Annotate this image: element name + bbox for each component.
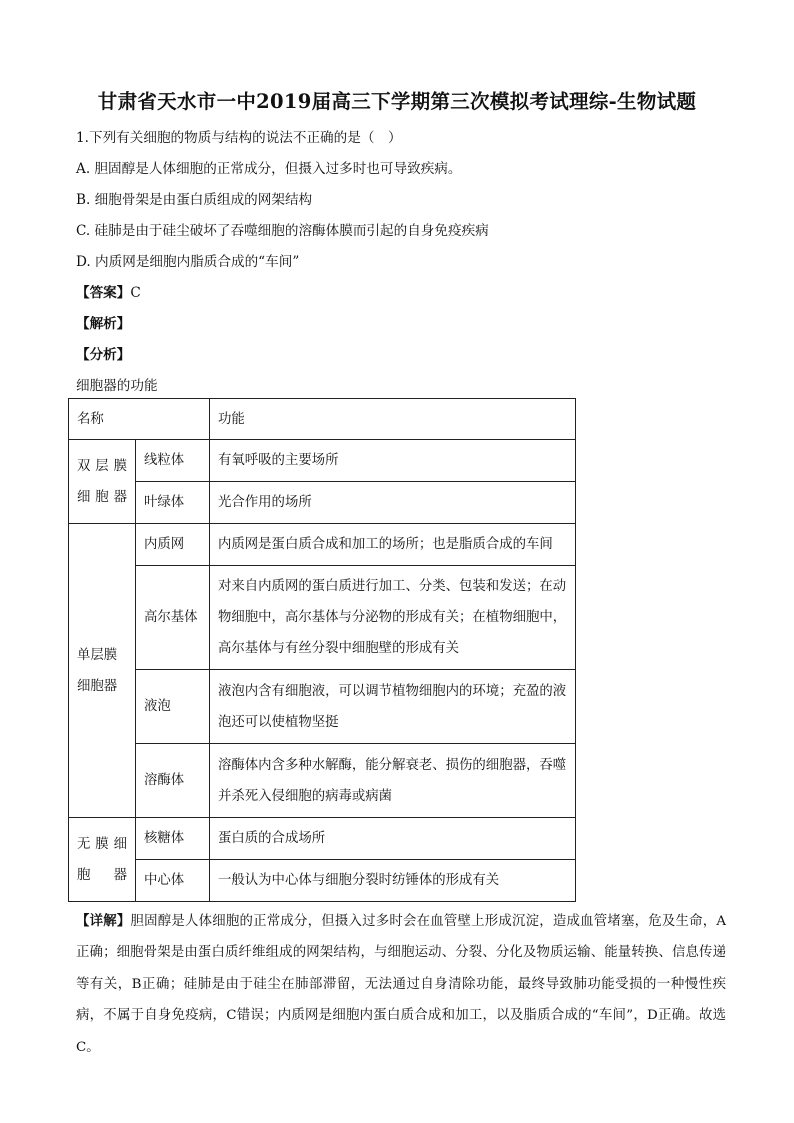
fenxi-label: 【分析】 bbox=[76, 347, 131, 363]
table-header-row bbox=[69, 399, 576, 440]
organelle-name: 内质网 bbox=[136, 524, 210, 566]
organelle-function: 光合作用的场所 bbox=[210, 482, 576, 524]
detail-label: 【详解】 bbox=[76, 913, 131, 929]
question-stem: 1.下列有关细胞的物质与结构的说法不正确的是（ ） bbox=[76, 130, 402, 146]
category-single-membrane: 单层膜细胞器 bbox=[69, 524, 136, 818]
table-row bbox=[69, 670, 576, 744]
analysis-label: 【解析】 bbox=[76, 316, 131, 332]
organelle-name: 溶酶体 bbox=[136, 744, 210, 818]
document-title: 甘肃省天水市一中2019届高三下学期第三次模拟考试理综-生物试题 bbox=[97, 90, 697, 113]
category-double-membrane: 双层膜细胞器 bbox=[69, 440, 136, 524]
table-row bbox=[69, 524, 576, 566]
organelle-function-table bbox=[68, 398, 576, 902]
answer-value: C bbox=[130, 285, 141, 301]
table-row bbox=[69, 860, 576, 902]
category-no-membrane: 无膜细胞器 bbox=[69, 818, 136, 902]
option-c: C. 硅肺是由于硅尘破坏了吞噬细胞的溶酶体膜而引起的自身免疫疾病 bbox=[76, 223, 489, 239]
option-a: A. 胆固醇是人体细胞的正常成分，但摄入过多时也可导致疾病。 bbox=[76, 161, 462, 177]
organelle-function: 蛋白质的合成场所 bbox=[210, 818, 576, 860]
table-row bbox=[69, 818, 576, 860]
detail-text: 胆固醇是人体细胞的正常成分，但摄入过多时会在血管壁上形成沉淀，造成血管堵塞，危及生命，A正确；细胞骨架是由蛋白质纤维组成的网架结构，与细胞运动、分裂、分化及物质运输、能量转换、信息传递等有关，B正确；硅肺是由于硅尘在肺部滞留，无法通过自身清除功能，最终导致肺功能受损的一种慢性疾病，不属于自身免疫病，C错误；内质网是细胞内蛋白质合成和加工，以及脂质合成的“车间”，D正确。故选C。 bbox=[76, 914, 726, 1055]
table-row bbox=[69, 482, 576, 524]
organelle-name: 中心体 bbox=[136, 860, 210, 902]
answer-line bbox=[76, 281, 141, 301]
table-row bbox=[69, 440, 576, 482]
organelle-function: 液泡内含有细胞液，可以调节植物细胞内的环境；充盈的液泡还可以使植物坚挺 bbox=[210, 670, 576, 744]
organelle-name: 液泡 bbox=[136, 670, 210, 744]
option-d: D. 内质网是细胞内脂质合成的“车间” bbox=[76, 254, 300, 270]
header-name: 名称 bbox=[69, 399, 210, 440]
option-b: B. 细胞骨架是由蛋白质组成的网架结构 bbox=[76, 192, 313, 208]
organelle-name: 线粒体 bbox=[136, 440, 210, 482]
detail-paragraph bbox=[76, 906, 726, 1063]
table-caption: 细胞器的功能 bbox=[76, 378, 158, 394]
organelle-function: 对来自内质网的蛋白质进行加工、分类、包装和发送；在动物细胞中，高尔基体与分泌物的形成有关；在植物细胞中，高尔基体与有丝分裂中细胞壁的形成有关 bbox=[210, 566, 576, 670]
table-row bbox=[69, 566, 576, 670]
answer-label: 【答案】 bbox=[76, 285, 131, 301]
table-row bbox=[69, 744, 576, 818]
organelle-function: 一般认为中心体与细胞分裂时纺锤体的形成有关 bbox=[210, 860, 576, 902]
organelle-name: 叶绿体 bbox=[136, 482, 210, 524]
organelle-function: 有氧呼吸的主要场所 bbox=[210, 440, 576, 482]
organelle-function: 溶酶体内含多种水解酶，能分解衰老、损伤的细胞器，吞噬并杀死入侵细胞的病毒或病菌 bbox=[210, 744, 576, 818]
organelle-function: 内质网是蛋白质合成和加工的场所；也是脂质合成的车间 bbox=[210, 524, 576, 566]
organelle-name: 核糖体 bbox=[136, 818, 210, 860]
organelle-name: 高尔基体 bbox=[136, 566, 210, 670]
header-function: 功能 bbox=[210, 399, 576, 440]
